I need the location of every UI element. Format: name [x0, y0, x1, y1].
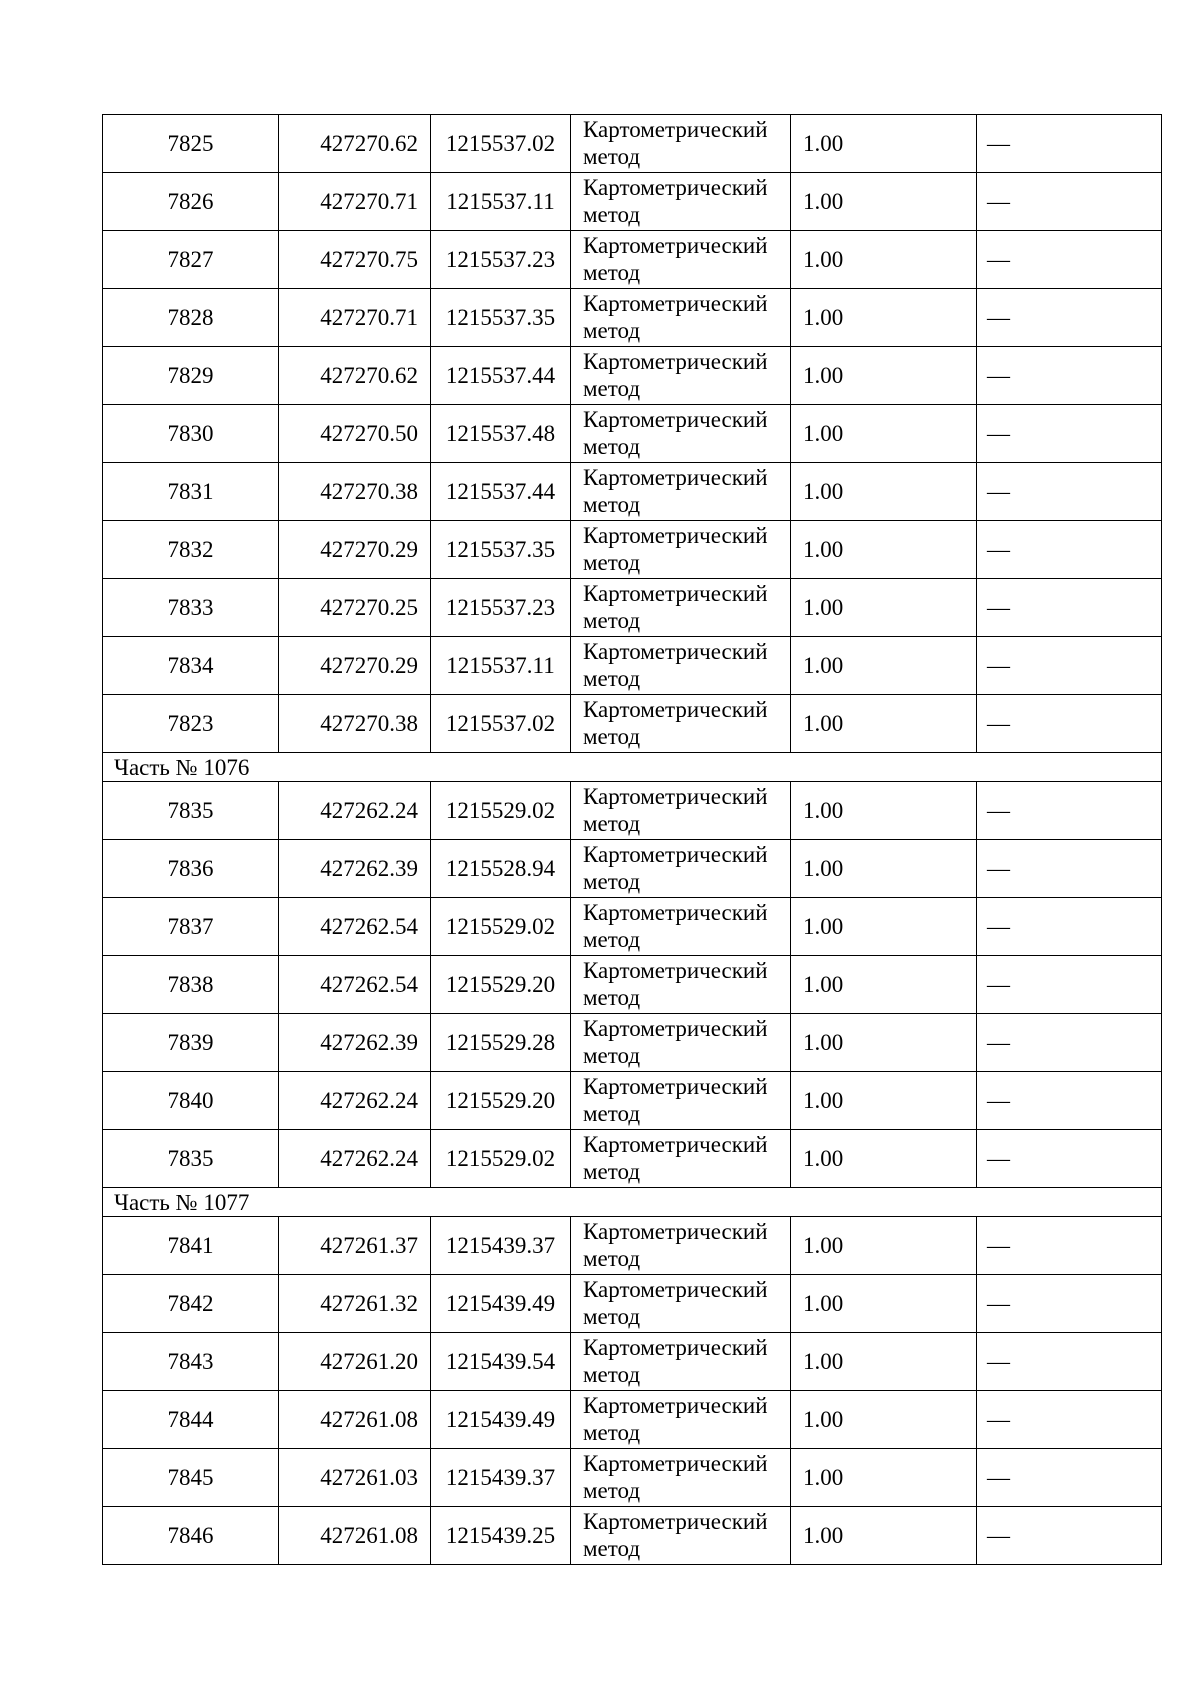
point-number: 7830	[103, 405, 279, 463]
point-number: 7828	[103, 289, 279, 347]
method-cell	[571, 782, 791, 840]
accuracy-value: 1.00	[791, 173, 977, 231]
accuracy-value: 1.00	[791, 521, 977, 579]
coordinate-y: 1215537.35	[431, 521, 571, 579]
description-cell: —	[977, 956, 1162, 1014]
method-line-1: Картометрический	[583, 1509, 768, 1534]
method-cell	[571, 1449, 791, 1507]
description-cell: —	[977, 1507, 1162, 1565]
coordinate-y: 1215439.37	[431, 1217, 571, 1275]
point-number: 7826	[103, 173, 279, 231]
coordinate-y: 1215529.20	[431, 956, 571, 1014]
point-number: 7831	[103, 463, 279, 521]
method-line-2: метод	[583, 1101, 641, 1126]
method-cell	[571, 1014, 791, 1072]
accuracy-value: 1.00	[791, 1130, 977, 1188]
coordinate-x: 427261.03	[279, 1449, 431, 1507]
accuracy-value: 1.00	[791, 956, 977, 1014]
table-row	[103, 579, 1162, 637]
table-row	[103, 173, 1162, 231]
coordinate-y: 1215529.20	[431, 1072, 571, 1130]
table-row	[103, 231, 1162, 289]
method-cell	[571, 1072, 791, 1130]
method-line-1: Картометрический	[583, 958, 768, 983]
description-cell: —	[977, 173, 1162, 231]
method-cell	[571, 1333, 791, 1391]
coordinate-x: 427270.75	[279, 231, 431, 289]
method-line-2: метод	[583, 260, 641, 285]
coordinate-x: 427261.32	[279, 1275, 431, 1333]
method-line-2: метод	[583, 1159, 641, 1184]
point-number: 7840	[103, 1072, 279, 1130]
method-cell	[571, 637, 791, 695]
method-cell	[571, 289, 791, 347]
description-cell: —	[977, 782, 1162, 840]
accuracy-value: 1.00	[791, 1507, 977, 1565]
method-line-2: метод	[583, 724, 641, 749]
table-row	[103, 1275, 1162, 1333]
coordinate-y: 1215439.49	[431, 1391, 571, 1449]
point-number: 7835	[103, 782, 279, 840]
method-line-1: Картометрический	[583, 1016, 768, 1041]
accuracy-value: 1.00	[791, 898, 977, 956]
coordinate-y: 1215537.02	[431, 115, 571, 173]
method-line-2: метод	[583, 1478, 641, 1503]
accuracy-value: 1.00	[791, 1391, 977, 1449]
description-cell: —	[977, 1014, 1162, 1072]
coordinate-y: 1215528.94	[431, 840, 571, 898]
coordinate-y: 1215439.54	[431, 1333, 571, 1391]
point-number: 7839	[103, 1014, 279, 1072]
method-line-1: Картометрический	[583, 1335, 768, 1360]
coordinate-y: 1215537.02	[431, 695, 571, 753]
point-number: 7834	[103, 637, 279, 695]
point-number: 7837	[103, 898, 279, 956]
table-row	[103, 898, 1162, 956]
coordinate-x: 427261.08	[279, 1507, 431, 1565]
method-line-2: метод	[583, 1043, 641, 1068]
accuracy-value: 1.00	[791, 231, 977, 289]
coordinate-x: 427270.25	[279, 579, 431, 637]
method-line-2: метод	[583, 1536, 641, 1561]
coordinate-x: 427262.39	[279, 1014, 431, 1072]
method-line-1: Картометрический	[583, 349, 768, 374]
coordinate-y: 1215537.23	[431, 579, 571, 637]
method-line-2: метод	[583, 666, 641, 691]
point-number: 7842	[103, 1275, 279, 1333]
coordinate-y: 1215529.02	[431, 898, 571, 956]
method-cell	[571, 840, 791, 898]
description-cell: —	[977, 695, 1162, 753]
coordinate-x: 427262.24	[279, 1072, 431, 1130]
coordinate-x: 427262.24	[279, 1130, 431, 1188]
table-row	[103, 405, 1162, 463]
coordinate-x: 427270.29	[279, 637, 431, 695]
accuracy-value: 1.00	[791, 1014, 977, 1072]
coordinate-y: 1215529.02	[431, 782, 571, 840]
method-cell	[571, 463, 791, 521]
coordinate-y: 1215439.37	[431, 1449, 571, 1507]
method-line-2: метод	[583, 550, 641, 575]
point-number: 7838	[103, 956, 279, 1014]
point-number: 7825	[103, 115, 279, 173]
description-cell: —	[977, 289, 1162, 347]
coordinate-x: 427261.37	[279, 1217, 431, 1275]
accuracy-value: 1.00	[791, 1449, 977, 1507]
coordinate-x: 427270.50	[279, 405, 431, 463]
point-number: 7846	[103, 1507, 279, 1565]
method-line-2: метод	[583, 811, 641, 836]
coordinate-y: 1215537.44	[431, 347, 571, 405]
description-cell: —	[977, 840, 1162, 898]
method-line-2: метод	[583, 608, 641, 633]
method-line-2: метод	[583, 1420, 641, 1445]
accuracy-value: 1.00	[791, 289, 977, 347]
table-row	[103, 521, 1162, 579]
accuracy-value: 1.00	[791, 1333, 977, 1391]
method-line-1: Картометрический	[583, 900, 768, 925]
method-line-2: метод	[583, 144, 641, 169]
coordinate-x: 427261.08	[279, 1391, 431, 1449]
description-cell: —	[977, 1275, 1162, 1333]
coordinate-x: 427262.39	[279, 840, 431, 898]
accuracy-value: 1.00	[791, 1072, 977, 1130]
coordinate-x: 427261.20	[279, 1333, 431, 1391]
method-line-2: метод	[583, 985, 641, 1010]
accuracy-value: 1.00	[791, 405, 977, 463]
coordinate-x: 427270.62	[279, 347, 431, 405]
method-cell	[571, 898, 791, 956]
method-cell	[571, 1130, 791, 1188]
method-line-2: метод	[583, 434, 641, 459]
description-cell: —	[977, 1130, 1162, 1188]
method-line-1: Картометрический	[583, 581, 768, 606]
method-line-1: Картометрический	[583, 1277, 768, 1302]
coordinate-x: 427270.62	[279, 115, 431, 173]
table-row	[103, 289, 1162, 347]
table-row	[103, 956, 1162, 1014]
method-line-2: метод	[583, 927, 641, 952]
method-line-1: Картометрический	[583, 1393, 768, 1418]
method-cell	[571, 695, 791, 753]
method-cell	[571, 405, 791, 463]
coordinate-y: 1215537.23	[431, 231, 571, 289]
accuracy-value: 1.00	[791, 115, 977, 173]
description-cell: —	[977, 1072, 1162, 1130]
accuracy-value: 1.00	[791, 347, 977, 405]
method-line-1: Картометрический	[583, 842, 768, 867]
table-row	[103, 1217, 1162, 1275]
point-number: 7823	[103, 695, 279, 753]
coordinate-y: 1215537.48	[431, 405, 571, 463]
point-number: 7845	[103, 1449, 279, 1507]
method-line-1: Картометрический	[583, 233, 768, 258]
description-cell: —	[977, 898, 1162, 956]
coordinate-x: 427270.71	[279, 289, 431, 347]
method-cell	[571, 347, 791, 405]
method-line-2: метод	[583, 318, 641, 343]
method-cell	[571, 173, 791, 231]
method-cell	[571, 231, 791, 289]
table-row	[103, 1333, 1162, 1391]
method-line-2: метод	[583, 202, 641, 227]
method-line-2: метод	[583, 1246, 641, 1271]
table-row	[103, 1130, 1162, 1188]
table-row	[103, 840, 1162, 898]
table-row	[103, 695, 1162, 753]
method-line-2: метод	[583, 1362, 641, 1387]
section-title: Часть № 1077	[103, 1188, 1162, 1217]
coordinate-x: 427270.71	[279, 173, 431, 231]
method-line-1: Картометрический	[583, 291, 768, 316]
method-cell	[571, 579, 791, 637]
method-cell	[571, 956, 791, 1014]
coordinate-y: 1215439.25	[431, 1507, 571, 1565]
method-line-2: метод	[583, 869, 641, 894]
method-cell	[571, 521, 791, 579]
coordinate-x: 427262.24	[279, 782, 431, 840]
method-line-1: Картометрический	[583, 407, 768, 432]
method-line-1: Картометрический	[583, 1074, 768, 1099]
method-line-2: метод	[583, 376, 641, 401]
coordinate-y: 1215529.02	[431, 1130, 571, 1188]
description-cell: —	[977, 347, 1162, 405]
table-row	[103, 637, 1162, 695]
method-cell	[571, 1217, 791, 1275]
table-row	[103, 347, 1162, 405]
table-row	[103, 1072, 1162, 1130]
method-line-1: Картометрический	[583, 465, 768, 490]
method-cell	[571, 1507, 791, 1565]
method-line-1: Картометрический	[583, 697, 768, 722]
accuracy-value: 1.00	[791, 840, 977, 898]
table-row	[103, 1507, 1162, 1565]
point-number: 7835	[103, 1130, 279, 1188]
coordinate-x: 427270.38	[279, 463, 431, 521]
accuracy-value: 1.00	[791, 637, 977, 695]
accuracy-value: 1.00	[791, 1275, 977, 1333]
point-number: 7832	[103, 521, 279, 579]
method-line-1: Картометрический	[583, 1219, 768, 1244]
table-body	[103, 115, 1162, 1565]
description-cell: —	[977, 1217, 1162, 1275]
coordinate-x: 427270.38	[279, 695, 431, 753]
accuracy-value: 1.00	[791, 695, 977, 753]
point-number: 7841	[103, 1217, 279, 1275]
description-cell: —	[977, 405, 1162, 463]
coordinate-y: 1215529.28	[431, 1014, 571, 1072]
coordinate-x: 427262.54	[279, 898, 431, 956]
accuracy-value: 1.00	[791, 579, 977, 637]
accuracy-value: 1.00	[791, 1217, 977, 1275]
coordinate-y: 1215537.44	[431, 463, 571, 521]
method-line-1: Картометрический	[583, 175, 768, 200]
table-row	[103, 1449, 1162, 1507]
description-cell: —	[977, 1333, 1162, 1391]
coordinate-x: 427270.29	[279, 521, 431, 579]
table-row	[103, 463, 1162, 521]
coordinate-y: 1215537.11	[431, 637, 571, 695]
method-line-1: Картометрический	[583, 523, 768, 548]
description-cell: —	[977, 637, 1162, 695]
description-cell: —	[977, 1449, 1162, 1507]
description-cell: —	[977, 521, 1162, 579]
section-header	[103, 753, 1162, 782]
description-cell: —	[977, 115, 1162, 173]
description-cell: —	[977, 579, 1162, 637]
coordinate-y: 1215439.49	[431, 1275, 571, 1333]
method-line-1: Картометрический	[583, 1451, 768, 1476]
accuracy-value: 1.00	[791, 782, 977, 840]
method-cell	[571, 1391, 791, 1449]
method-line-1: Картометрический	[583, 1132, 768, 1157]
table-row	[103, 1014, 1162, 1072]
coordinates-table	[102, 114, 1162, 1565]
method-line-1: Картометрический	[583, 784, 768, 809]
coordinate-y: 1215537.11	[431, 173, 571, 231]
coordinate-y: 1215537.35	[431, 289, 571, 347]
point-number: 7843	[103, 1333, 279, 1391]
table-row	[103, 782, 1162, 840]
section-title: Часть № 1076	[103, 753, 1162, 782]
coordinate-x: 427262.54	[279, 956, 431, 1014]
description-cell: —	[977, 463, 1162, 521]
point-number: 7829	[103, 347, 279, 405]
table-row	[103, 115, 1162, 173]
point-number: 7844	[103, 1391, 279, 1449]
point-number: 7827	[103, 231, 279, 289]
method-line-1: Картометрический	[583, 117, 768, 142]
method-cell	[571, 1275, 791, 1333]
description-cell: —	[977, 231, 1162, 289]
point-number: 7833	[103, 579, 279, 637]
point-number: 7836	[103, 840, 279, 898]
method-line-2: метод	[583, 492, 641, 517]
table-row	[103, 1391, 1162, 1449]
accuracy-value: 1.00	[791, 463, 977, 521]
description-cell: —	[977, 1391, 1162, 1449]
method-line-2: метод	[583, 1304, 641, 1329]
method-cell	[571, 115, 791, 173]
method-line-1: Картометрический	[583, 639, 768, 664]
section-header	[103, 1188, 1162, 1217]
